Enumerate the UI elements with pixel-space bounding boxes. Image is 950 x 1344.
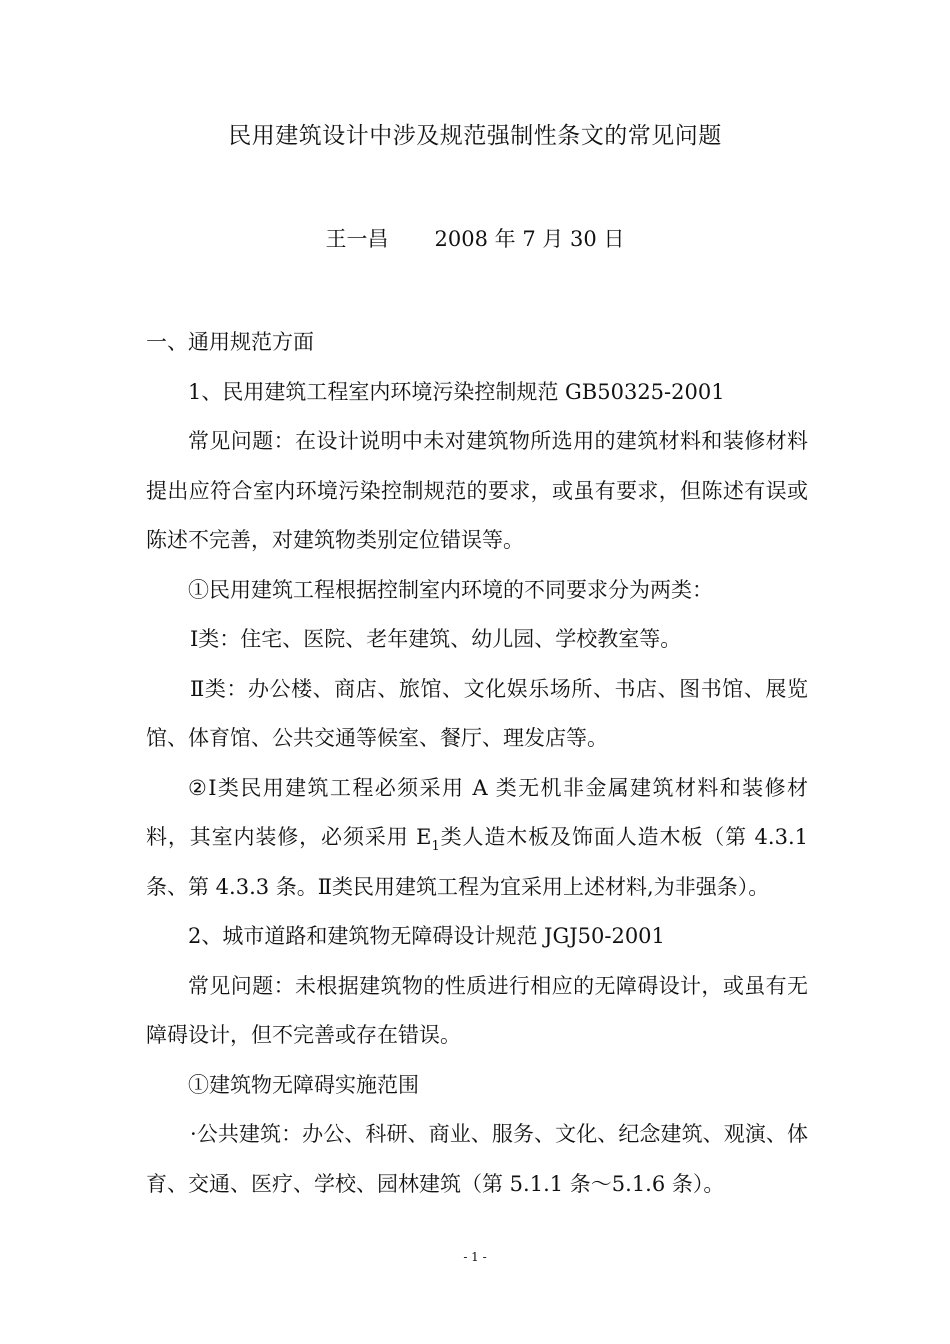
subscript: 1 [431,839,440,854]
class-one: Ⅰ类：住宅、医院、老年建筑、幼儿园、学校教室等。 [190,627,682,651]
bullet-item: ·公共建筑：办公、科研、商业、服务、文化、纪念建筑、观演、体育、交通、医疗、学校、园林建筑（第 5.1.1 条～5.1.6 条）。 [146,1122,808,1196]
page-number: - 1 - [463,1250,487,1264]
section-heading: 一、通用规范方面 [146,330,314,354]
point-text: ②Ⅰ类民用建筑工程必须采用 A 类无机非金属建筑材料和装修材料，其室内装修，必须采用 E [146,775,808,849]
byline [0,223,950,253]
item-problem: 常见问题：在设计说明中未对建筑物所选用的建筑材料和装修材料提出应符合室内环境污染控制规范的要求，或虽有要求，但陈述有误或陈述不完善，对建筑物类别定位错误等。 [146,429,808,552]
item-point [146,764,808,913]
class-two: Ⅱ类：办公楼、商店、旅馆、文化娱乐场所、书店、图书馆、展览馆、体育馆、公共交通等候室、餐厅、理发店等。 [146,676,808,750]
document-body [146,318,808,1209]
document-title: 民用建筑设计中涉及规范强制性条文的常见问题 [228,123,722,149]
item-point: ①建筑物无障碍实施范围 [188,1072,419,1097]
document-date: 2008 年 7 月 30 日 [434,227,625,251]
point-text: 类人造木板及饰面人造木板（第 4.3.1 条、第 4.3.3 条。Ⅱ类民用建筑工程为宜采用上述材料,为非强条）。 [146,825,808,899]
item-problem: 常见问题：未根据建筑物的性质进行相应的无障碍设计，或虽有无障碍设计，但不完善或存在错误。 [146,973,808,1047]
author-name: 王一昌 [325,227,389,251]
item-title: 2、城市道路和建筑物无障碍设计规范 JGJ50-2001 [188,924,665,948]
item-point: ①民用建筑工程根据控制室内环境的不同要求分为两类： [188,577,713,602]
item-title: 1、民用建筑工程室内环境污染控制规范 GB50325-2001 [188,379,725,404]
